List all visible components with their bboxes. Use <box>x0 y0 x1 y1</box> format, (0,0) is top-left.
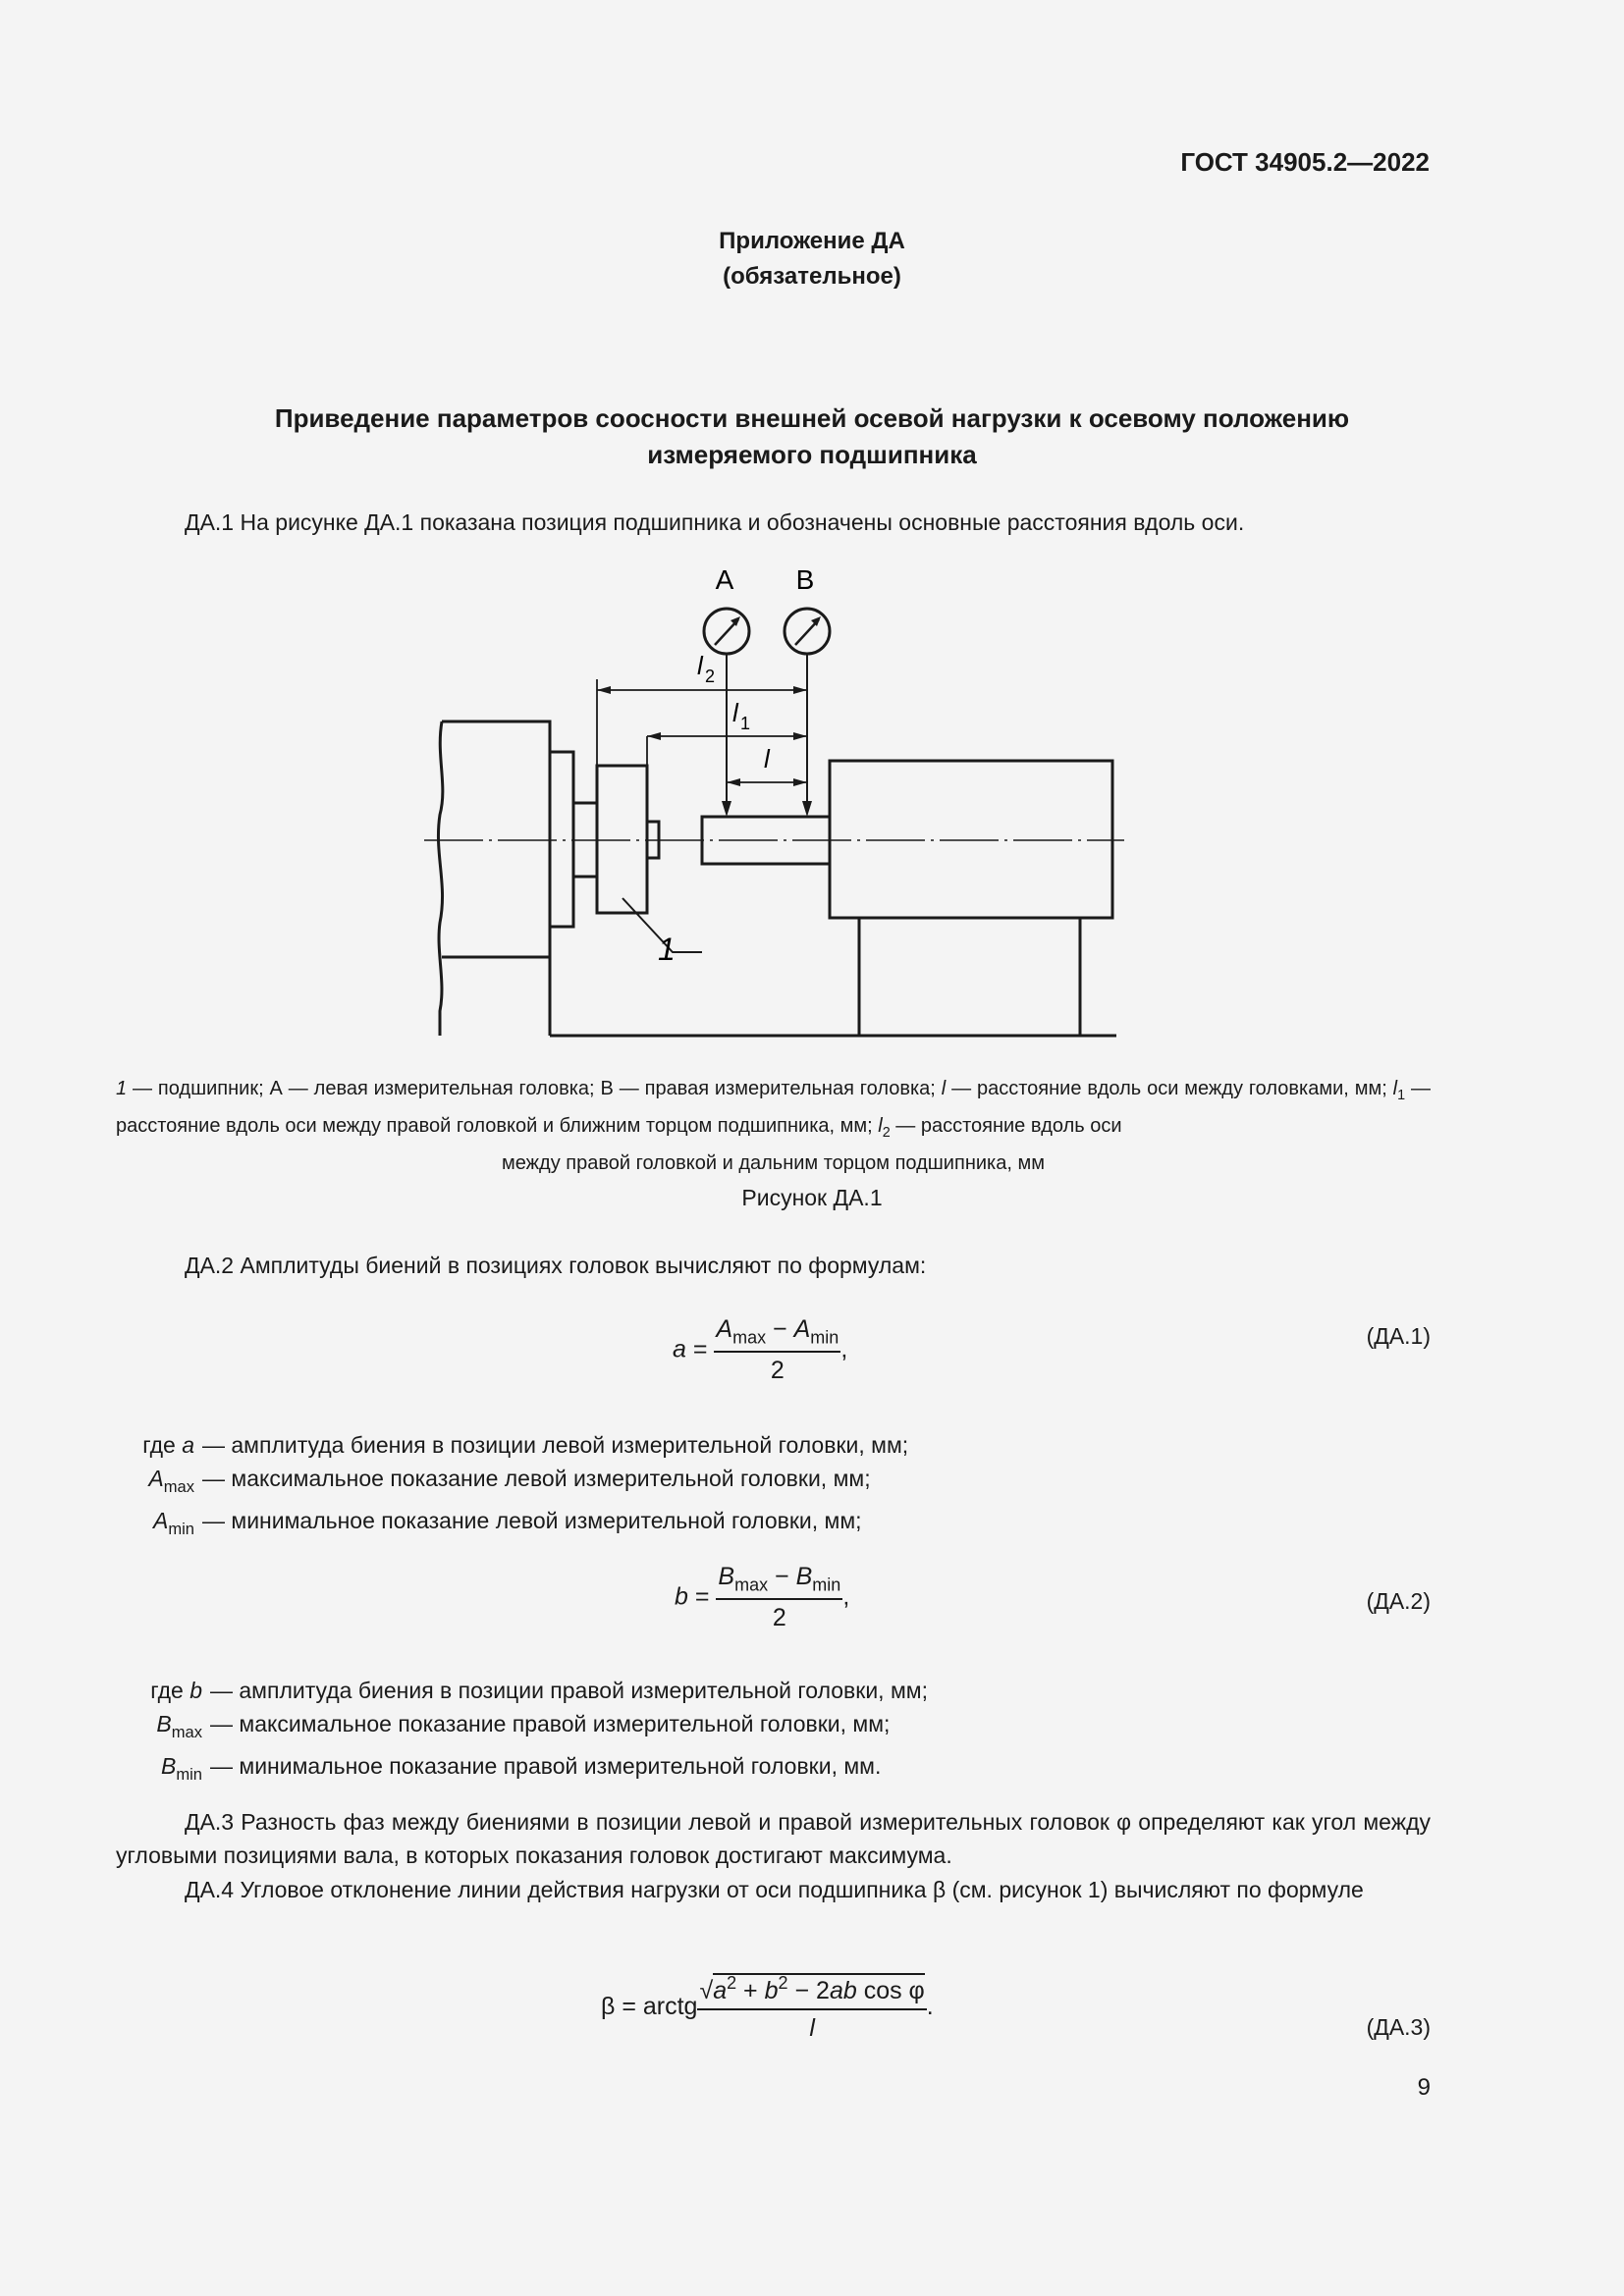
formula-da1-num-b-sub: min <box>810 1327 839 1348</box>
where-1-text-amin: — минимальное показание левой измерительной головки, мм; <box>202 1507 862 1533</box>
annex-title: Приложение ДА <box>719 228 905 254</box>
formula-da3-den: l <box>809 2013 815 2042</box>
dim-l1-sub: 1 <box>740 714 751 733</box>
formula-da2-lhs: b <box>675 1582 688 1611</box>
paragraph-da3: ДА.3 Разность фаз между биениями в позиции левой и правой измерительных головок φ определяют как угол между угловыми позициями вала, в которых показания головок достигают максимума. <box>116 1809 1431 1868</box>
where-2-text-bmin: — минимальное показание правой измерительной головки, мм. <box>210 1752 882 1779</box>
formula-da3-a: a <box>713 1976 728 2004</box>
formula-da1-number: (ДА.1) <box>1366 1323 1431 1349</box>
housing-outline <box>442 721 550 1036</box>
where-block-2 <box>116 1674 928 1791</box>
paragraph-da4: ДА.4 Угловое отклонение линии действия нагрузки от оси подшипника β (см. рисунок 1) вычисляют по формуле <box>185 1877 1364 1902</box>
where-1-row-a <box>116 1428 908 1462</box>
formula-da2-num-b: B <box>795 1563 813 1590</box>
figure-bearing-diagram <box>412 560 1139 1050</box>
dim-l1-label: l <box>732 698 738 727</box>
where-2-sub-bmin: min <box>176 1764 202 1784</box>
where-1-sub-amax: max <box>163 1476 194 1496</box>
caption-last-line: между правой головкой и дальним торцом подшипника, мм <box>502 1152 1045 1175</box>
caption-text-1: — подшипник; А — левая измерительная головка; В — правая измерительная головка; <box>127 1078 942 1099</box>
where-2-sub-bmax: max <box>171 1722 202 1741</box>
formula-da1-minus: − <box>766 1315 794 1343</box>
figure-title: Рисунок ДА.1 <box>741 1185 883 1210</box>
caption-l: l <box>941 1078 947 1099</box>
section-title <box>0 400 1624 473</box>
caption-item-1: 1 <box>116 1078 128 1099</box>
gauge-a-label: А <box>715 564 734 595</box>
load-device-body <box>830 761 1112 918</box>
caption-text-3: — расстояние вдоль оси между правой головкой и ближним торцом подшипника, мм; <box>116 1078 1431 1138</box>
where-1-prefix: где <box>142 1432 183 1458</box>
formula-da1-den: 2 <box>770 1357 785 1385</box>
formula-da3-number: (ДА.3) <box>1366 2014 1431 2040</box>
formula-da1-fraction <box>714 1315 840 1385</box>
formula-da2-minus: − <box>768 1563 796 1590</box>
sqrt-symbol: √ <box>699 1976 714 2004</box>
formula-da3-plus: + <box>736 1976 765 2004</box>
section-title-line1: Приведение параметров соосности внешней осевой нагрузки к осевому положению <box>274 403 1350 433</box>
figure-caption <box>116 1074 1431 1179</box>
formula-da3-sq1: 2 <box>727 1973 737 1993</box>
caption-text-2: — расстояние вдоль оси между головками, мм; <box>946 1078 1393 1099</box>
formula-da2-num-a: B <box>718 1563 735 1590</box>
gauge-b-probe <box>802 801 812 817</box>
formula-da3-fraction <box>697 1973 926 2043</box>
formula-da3-radicand <box>713 1973 925 2004</box>
where-1-row-amax <box>116 1462 908 1504</box>
dim-l2-label: l <box>697 651 703 680</box>
formula-da1 <box>673 1315 847 1385</box>
where-2-row-b <box>116 1674 928 1707</box>
annex-heading <box>0 224 1624 294</box>
standard-number: ГОСТ 34905.2—2022 <box>1180 147 1430 177</box>
formula-da3-sq2: 2 <box>778 1973 788 1993</box>
where-2-row-bmin <box>116 1749 928 1791</box>
paragraph-da2-text: ДА.2 Амплитуды биений в позициях головок вычисляют по формулам: <box>185 1253 927 1278</box>
where-1-text-a: — амплитуда биения в позиции левой измерительной головки, мм; <box>202 1432 909 1458</box>
where-1-sym-amin: A <box>152 1507 169 1533</box>
shaft-flange <box>550 752 573 927</box>
section-title-line2: измеряемого подшипника <box>647 440 977 469</box>
where-2-sym-bmin: B <box>160 1752 177 1779</box>
caption-l1-sub: 1 <box>1397 1088 1406 1104</box>
bearing-body <box>597 766 647 913</box>
page-number: 9 <box>1417 2074 1431 2101</box>
formula-da3-cos: cos φ <box>856 1976 925 2004</box>
formula-da1-tail: , <box>840 1335 848 1363</box>
item-1-label: 1 <box>658 932 676 967</box>
formula-da3-ab: ab <box>829 1976 857 2004</box>
formula-da1-eq: = <box>685 1335 715 1363</box>
formula-da3-minus: − 2 <box>787 1976 830 2004</box>
where-block-1 <box>116 1428 908 1546</box>
annex-status: (обязательное) <box>723 263 901 290</box>
housing-break-line <box>438 721 442 1036</box>
caption-text-4: — расстояние вдоль оси <box>890 1115 1122 1138</box>
formula-da3 <box>601 1973 934 2043</box>
formula-da2-den: 2 <box>772 1604 786 1632</box>
where-2-text-b: — амплитуда биения в позиции правой измерительной головки, мм; <box>210 1678 928 1703</box>
where-2-sym-b: b <box>189 1678 202 1703</box>
where-1-row-amin <box>116 1504 908 1546</box>
formula-da2 <box>675 1563 849 1632</box>
where-1-sub-amin: min <box>168 1519 194 1538</box>
caption-l1: l <box>1392 1078 1398 1099</box>
where-1-sym-amax: A <box>148 1466 164 1491</box>
formula-da1-num-a-sub: max <box>732 1327 767 1348</box>
dim-l-label: l <box>764 744 770 774</box>
formula-da3-lhs: β = arctg <box>601 1993 698 2021</box>
formula-da1-num-a: A <box>716 1315 733 1343</box>
formula-da1-num-b: A <box>793 1315 811 1343</box>
where-1-sym-a: a <box>182 1432 194 1458</box>
paragraph-da1 <box>116 506 1431 539</box>
formula-da2-fraction <box>716 1563 842 1632</box>
formula-da3-tail: . <box>926 1993 934 2021</box>
formula-da2-tail: , <box>842 1582 850 1611</box>
formula-da2-eq: = <box>687 1582 717 1611</box>
gauge-b-label: В <box>795 564 815 595</box>
where-2-text-bmax: — максимальное показание правой измерительной головки, мм; <box>210 1711 891 1736</box>
where-2-prefix: где <box>150 1678 190 1703</box>
formula-da1-lhs: a <box>673 1335 686 1363</box>
where-2-sym-bmax: B <box>156 1711 172 1736</box>
dim-l2-sub: 2 <box>705 667 716 686</box>
paragraph-da2 <box>116 1249 1431 1282</box>
gauge-a-probe <box>722 801 731 817</box>
caption-l2: l <box>878 1115 883 1138</box>
caption-l2-sub: 2 <box>882 1125 891 1142</box>
formula-da2-number: (ДА.2) <box>1366 1588 1431 1614</box>
formula-da2-num-b-sub: min <box>812 1575 841 1595</box>
where-1-text-amax: — максимальное показание левой измерительной головки, мм; <box>202 1466 871 1491</box>
formula-da3-b: b <box>764 1976 779 2004</box>
where-2-row-bmax <box>116 1707 928 1749</box>
paragraph-da1-text: ДА.1 На рисунке ДА.1 показана позиция подшипника и обозначены основные расстояния вдоль оси. <box>185 509 1245 535</box>
formula-da2-num-a-sub: max <box>734 1575 769 1595</box>
